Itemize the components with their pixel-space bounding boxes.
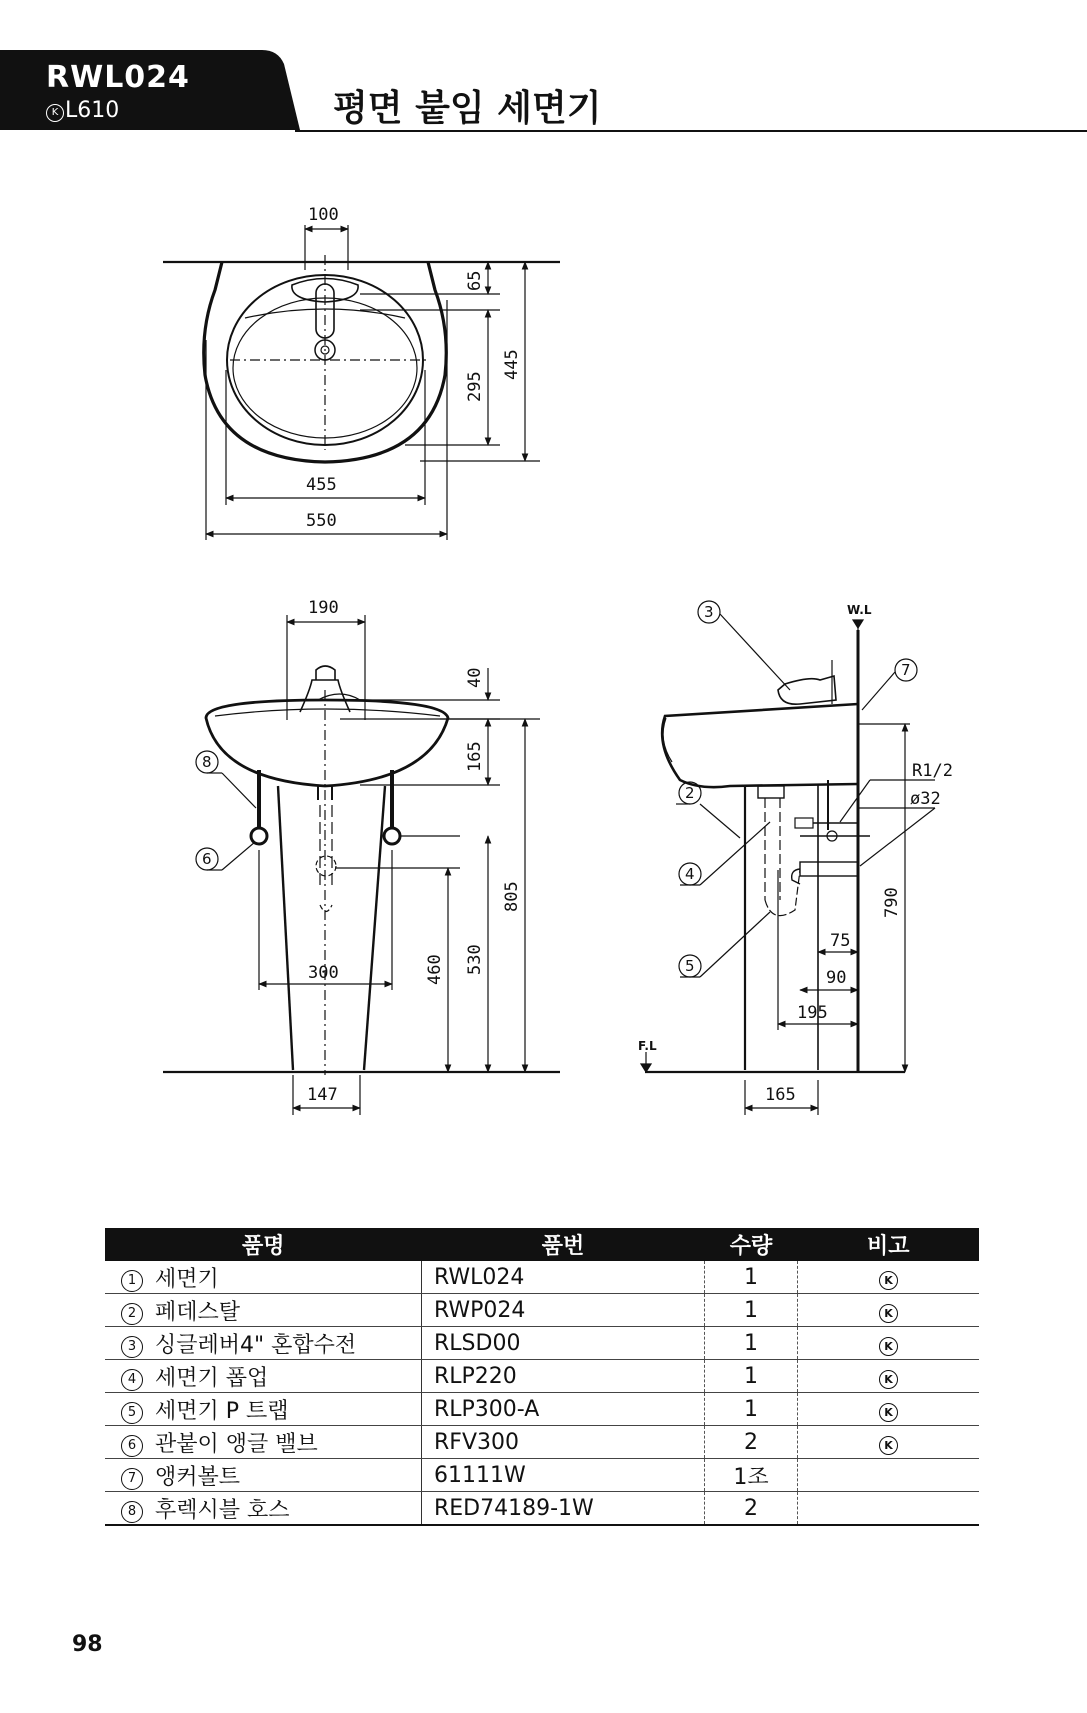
item-number-badge: 2 bbox=[121, 1303, 143, 1325]
dim-165: 165 bbox=[465, 741, 485, 772]
item-name: 싱글레버4" 혼합수전 bbox=[155, 1332, 357, 1358]
part-number: RLP300-A bbox=[422, 1393, 705, 1426]
item-name-cell bbox=[105, 1327, 422, 1360]
item-name-cell bbox=[105, 1393, 422, 1426]
note-cell bbox=[798, 1393, 980, 1426]
kc-certification-icon: K bbox=[879, 1370, 898, 1389]
kc-mark-icon: K bbox=[46, 104, 64, 122]
table-row bbox=[105, 1261, 979, 1294]
parts-table bbox=[105, 1228, 979, 1526]
dim-300: 300 bbox=[308, 963, 339, 983]
pipe-label: ø32 bbox=[910, 789, 941, 809]
callout-3: 3 bbox=[704, 603, 714, 621]
item-name-cell bbox=[105, 1492, 422, 1526]
col-name-header: 품명 bbox=[105, 1228, 422, 1261]
kc-certification-icon: K bbox=[879, 1436, 898, 1455]
item-number-badge: 3 bbox=[121, 1336, 143, 1358]
front-view bbox=[163, 615, 560, 1115]
part-number: RED74189-1W bbox=[422, 1492, 705, 1526]
quantity: 1 bbox=[705, 1393, 798, 1426]
col-note-header: 비고 bbox=[798, 1228, 980, 1261]
item-number-badge: 4 bbox=[121, 1369, 143, 1391]
side-view bbox=[641, 601, 935, 1115]
part-number: 61111W bbox=[422, 1459, 705, 1492]
item-number-badge: 1 bbox=[121, 1270, 143, 1292]
dim-190: 190 bbox=[308, 598, 339, 618]
quantity: 1조 bbox=[705, 1459, 798, 1492]
part-number: RFV300 bbox=[422, 1426, 705, 1459]
dim-530: 530 bbox=[465, 944, 485, 975]
note-cell bbox=[798, 1261, 980, 1294]
note-cell bbox=[798, 1327, 980, 1360]
dim-100: 100 bbox=[308, 205, 339, 225]
table-row bbox=[105, 1393, 979, 1426]
thread-label: R1/2 bbox=[912, 761, 953, 781]
table-row bbox=[105, 1327, 979, 1360]
item-number-badge: 7 bbox=[121, 1468, 143, 1490]
dim-165-side: 165 bbox=[765, 1085, 796, 1105]
item-name: 후렉시블 호스 bbox=[155, 1497, 290, 1523]
part-number: RWL024 bbox=[422, 1261, 705, 1294]
note-cell bbox=[798, 1360, 980, 1393]
note-cell bbox=[798, 1459, 980, 1492]
wall-line-label: W.L bbox=[847, 603, 872, 617]
note-cell bbox=[798, 1426, 980, 1459]
item-number-badge: 8 bbox=[121, 1501, 143, 1523]
callout-7: 7 bbox=[901, 661, 911, 679]
item-name: 관붙이 앵글 밸브 bbox=[155, 1431, 318, 1457]
col-qty-header: 수량 bbox=[705, 1228, 798, 1261]
dim-295: 295 bbox=[465, 371, 485, 402]
item-number-badge: 5 bbox=[121, 1402, 143, 1424]
item-name-cell bbox=[105, 1360, 422, 1393]
page-title: 평면 붙임 세면기 bbox=[333, 88, 602, 129]
dim-455: 455 bbox=[306, 475, 337, 495]
item-name: 페데스탈 bbox=[155, 1299, 241, 1325]
model-code-text: L610 bbox=[65, 98, 120, 123]
dim-790: 790 bbox=[882, 887, 902, 918]
quantity: 2 bbox=[705, 1426, 798, 1459]
callout-6: 6 bbox=[202, 850, 212, 868]
item-name-cell bbox=[105, 1294, 422, 1327]
dim-445: 445 bbox=[502, 349, 522, 380]
dim-90: 90 bbox=[826, 968, 847, 988]
dim-65: 65 bbox=[465, 270, 485, 291]
table-row bbox=[105, 1294, 979, 1327]
callout-4: 4 bbox=[685, 865, 695, 883]
dim-550: 550 bbox=[306, 511, 337, 531]
kc-certification-icon: K bbox=[879, 1403, 898, 1422]
note-cell bbox=[798, 1294, 980, 1327]
item-number-badge: 6 bbox=[121, 1435, 143, 1457]
kc-certification-icon: K bbox=[879, 1337, 898, 1356]
note-cell bbox=[798, 1492, 980, 1526]
table-row bbox=[105, 1360, 979, 1393]
item-name: 앵커볼트 bbox=[155, 1464, 241, 1490]
model-number: RWL024 bbox=[46, 60, 190, 95]
dim-40: 40 bbox=[465, 667, 485, 688]
table-row bbox=[105, 1492, 979, 1526]
page-number: 98 bbox=[72, 1632, 103, 1657]
kc-certification-icon: K bbox=[879, 1304, 898, 1323]
part-number: RLSD00 bbox=[422, 1327, 705, 1360]
table-header-row bbox=[105, 1228, 979, 1261]
item-name: 세면기 폽업 bbox=[155, 1365, 269, 1391]
quantity: 1 bbox=[705, 1261, 798, 1294]
callout-2: 2 bbox=[685, 784, 695, 802]
item-name-cell bbox=[105, 1426, 422, 1459]
item-name-cell bbox=[105, 1261, 422, 1294]
part-number: RLP220 bbox=[422, 1360, 705, 1393]
item-name-cell bbox=[105, 1459, 422, 1492]
dim-195: 195 bbox=[797, 1003, 828, 1023]
table-row bbox=[105, 1426, 979, 1459]
quantity: 1 bbox=[705, 1360, 798, 1393]
callout-5: 5 bbox=[685, 957, 695, 975]
dim-460: 460 bbox=[425, 954, 445, 985]
part-number: RWP024 bbox=[422, 1294, 705, 1327]
item-name: 세면기 bbox=[155, 1266, 219, 1292]
floor-line-label: F.L bbox=[638, 1039, 657, 1053]
callout-8: 8 bbox=[202, 753, 212, 771]
quantity: 2 bbox=[705, 1492, 798, 1526]
kc-certification-icon: K bbox=[879, 1271, 898, 1290]
quantity: 1 bbox=[705, 1327, 798, 1360]
dim-805: 805 bbox=[502, 881, 522, 912]
dim-147: 147 bbox=[307, 1085, 338, 1105]
dim-75: 75 bbox=[830, 931, 851, 951]
item-name: 세면기 P 트랩 bbox=[155, 1398, 289, 1424]
quantity: 1 bbox=[705, 1294, 798, 1327]
col-partno-header: 품번 bbox=[422, 1228, 705, 1261]
table-row bbox=[105, 1459, 979, 1492]
top-view bbox=[163, 225, 560, 540]
